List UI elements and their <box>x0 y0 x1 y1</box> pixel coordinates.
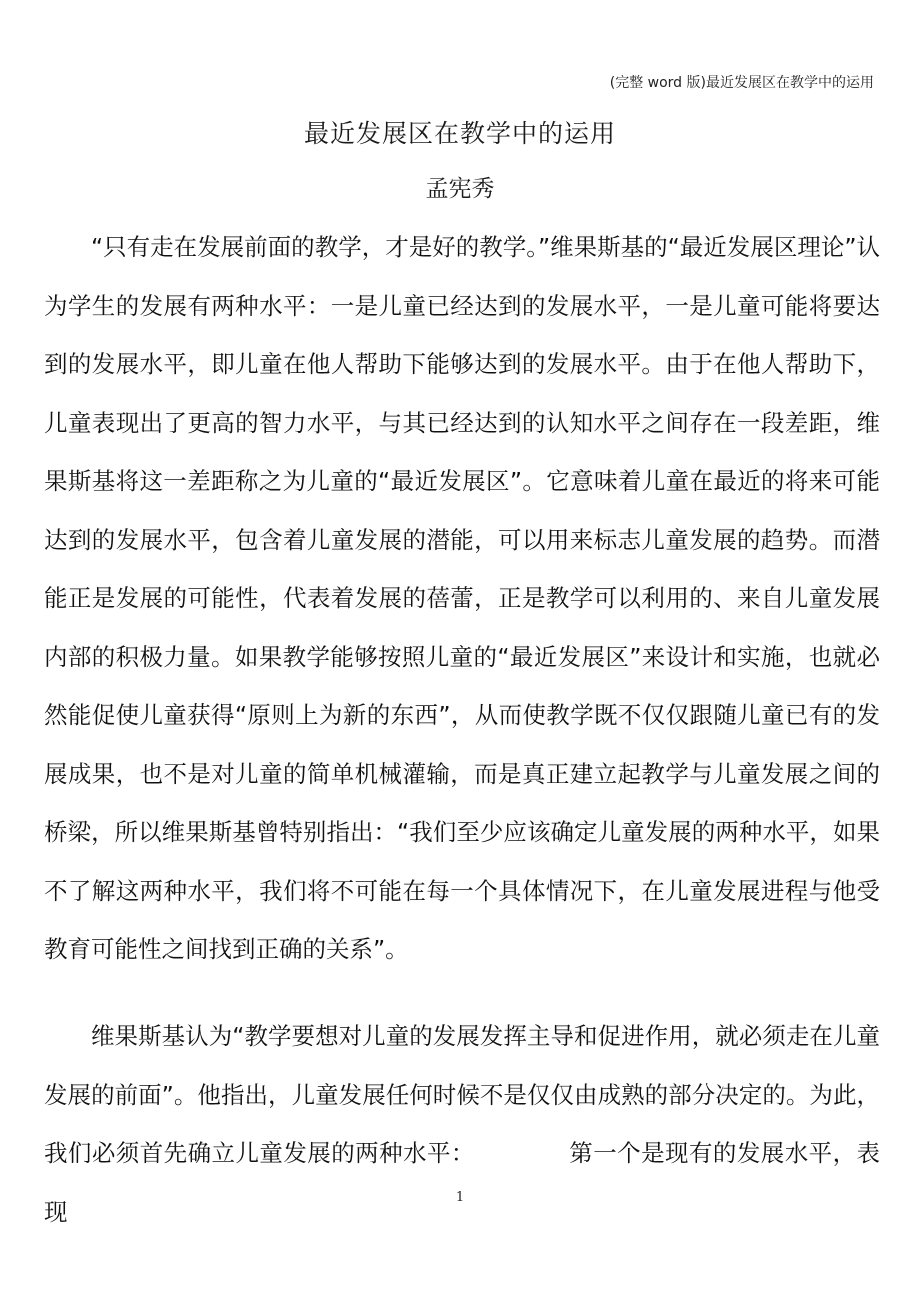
body-paragraph-2 <box>44 1007 880 1241</box>
body-paragraph: “只有走在发展前面的教学，才是好的教学。”维果斯基的“最近发展区理论”认为学生的发展有两种水平：一是儿童已经达到的发展水平，一是儿童可能将要达到的发展水平，即儿童在他人帮助下能够达到的发展水平。由于在他人帮助下，儿童表现出了更高的智力水平，与其已经达到的认知水平之间存在一段差距，维果斯基将这一差距称之为儿童的“最近发展区”。它意味着儿童在最近的将来可能达到的发展水平，包含着儿童发展的潜能，可以用来标志儿童发展的趋势。而潜能正是发展的可能性，代表着发展的蓓蕾，正是教学可以利用的、来自儿童发展内部的积极力量。如果教学能够按照儿童的“最近发展区”来设计和实施，也就必然能促使儿童获得“原则上为新的东西”，从而使教学既不仅仅跟随儿童已有的发展成果，也不是对儿童的简单机械灌输，而是真正建立起教学与儿童发展之间的桥梁，所以维果斯基曾特别指出：“我们至少应该确定儿童发展的两种水平，如果不了解这两种水平，我们将不可能在每一个具体情况下，在儿童发展进程与他受教育可能性之间找到正确的关系”。 <box>44 233 880 963</box>
document-author: 孟宪秀 <box>425 176 495 202</box>
body-paragraph-2-text: 维果斯基认为“教学要想对儿童的发展发挥主导和促进作用，就必须走在儿童发展的前面”。他指出，儿童发展任何时候不是仅仅由成熟的部分决定的。为此，我们必须首先确立儿童发展的两种水平： <box>44 1022 880 1167</box>
page-number: 1 <box>455 1190 465 1205</box>
running-header: (完整 word 版)最近发展区在教学中的运用 <box>609 75 874 91</box>
document-title: 最近发展区在教学中的运用 <box>303 119 616 148</box>
body-paragraph-2-continuation: 第一个是现有的发展水平，表现 <box>44 1139 881 1226</box>
